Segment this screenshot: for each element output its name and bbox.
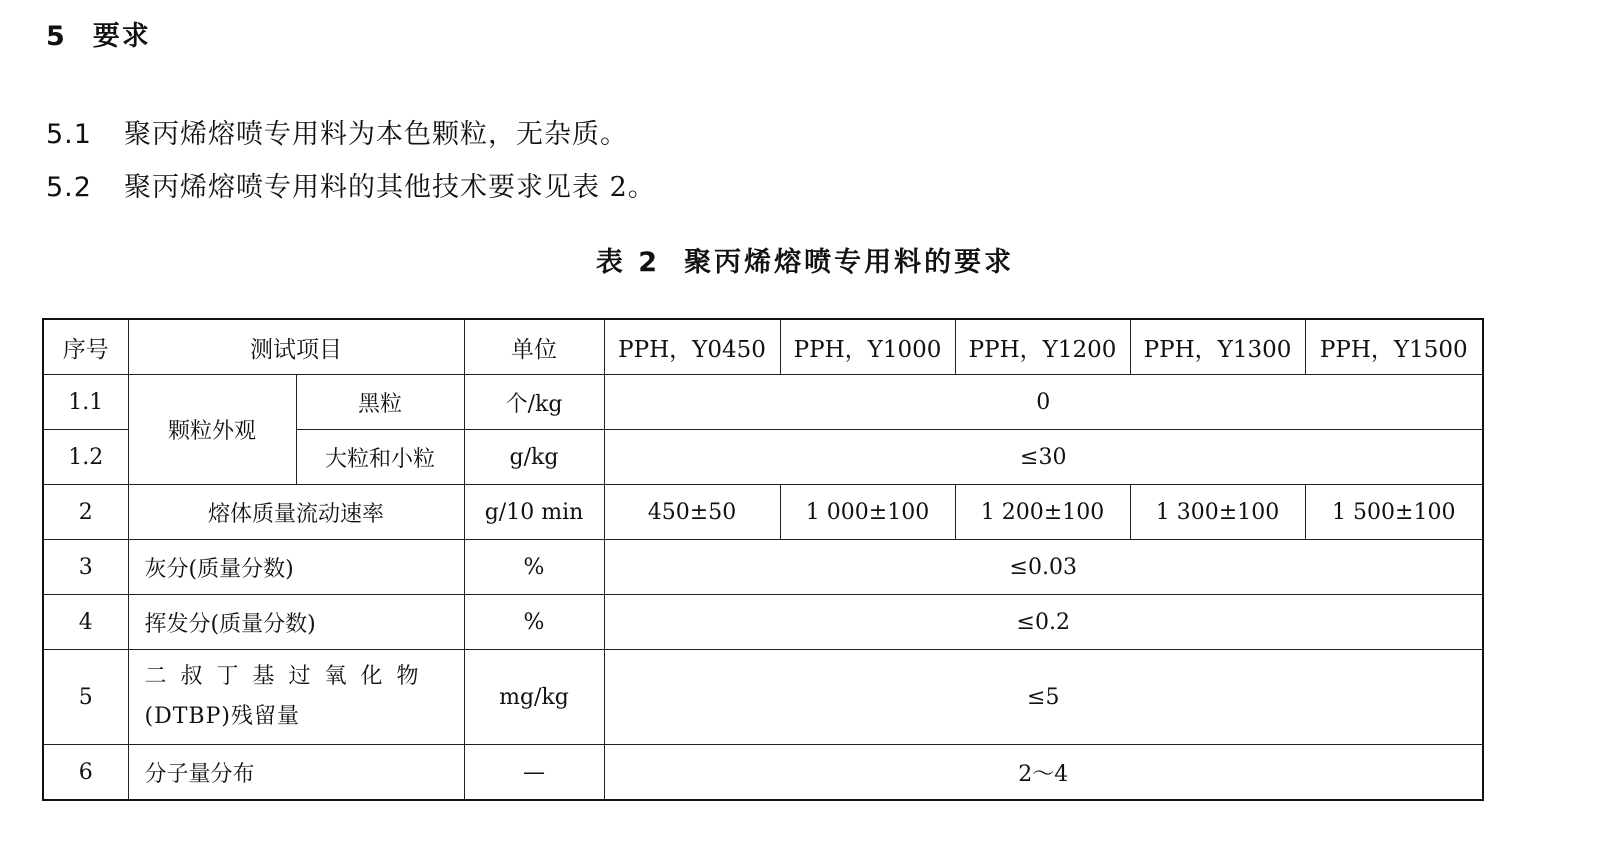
cell-unit: 个/kg (464, 375, 604, 430)
header-unit: 单位 (464, 319, 604, 375)
table-row (43, 485, 1483, 540)
cell-seq: 4 (43, 595, 128, 650)
requirements-table (42, 318, 1484, 801)
header-grade: PPH，Y0450 (604, 319, 780, 375)
table-caption-text: 聚丙烯熔喷专用料的要求 (684, 247, 1015, 278)
cell-unit: % (464, 540, 604, 595)
cell-unit: mg/kg (464, 650, 604, 745)
section-number: 5 (46, 21, 67, 52)
cell-value: 2～4 (604, 745, 1483, 801)
header-seq: 序号 (43, 319, 128, 375)
cell-seq: 1.1 (43, 375, 128, 430)
paragraph-5-1 (46, 112, 628, 151)
header-grade: PPH，Y1500 (1305, 319, 1483, 375)
table-row (43, 595, 1483, 650)
cell-seq: 5 (43, 650, 128, 745)
paragraph-text: 聚丙烯熔喷专用料为本色颗粒，无杂质。 (124, 119, 628, 150)
header-item: 测试项目 (128, 319, 464, 375)
header-grade: PPH，Y1000 (780, 319, 955, 375)
header-grade: PPH，Y1300 (1130, 319, 1305, 375)
table-row (43, 540, 1483, 595)
cell-subitem: 大粒和小粒 (296, 430, 464, 485)
cell-group: 颗粒外观 (128, 375, 296, 485)
cell-item: 熔体质量流动速率 (128, 485, 464, 540)
cell-unit: % (464, 595, 604, 650)
cell-seq: 6 (43, 745, 128, 801)
header-grade: PPH，Y1200 (955, 319, 1130, 375)
cell-value: 1 300±100 (1130, 485, 1305, 540)
cell-item: 分子量分布 (128, 745, 464, 801)
table-caption (0, 240, 1610, 279)
paragraph-number: 5.1 (46, 119, 92, 150)
cell-subitem: 黑粒 (296, 375, 464, 430)
cell-value: 0 (604, 375, 1483, 430)
cell-unit: g/10 min (464, 485, 604, 540)
cell-unit: g/kg (464, 430, 604, 485)
cell-item-line: (DTBP)残留量 (144, 704, 300, 729)
cell-value: 1 200±100 (955, 485, 1130, 540)
cell-value: 450±50 (604, 485, 780, 540)
cell-item: 灰分(质量分数) (128, 540, 464, 595)
table-caption-number: 表 2 (595, 247, 661, 278)
table-row (43, 745, 1483, 801)
cell-value: 1 500±100 (1305, 485, 1483, 540)
cell-seq: 1.2 (43, 430, 128, 485)
cell-value: ≤30 (604, 430, 1483, 485)
cell-value: ≤5 (604, 650, 1483, 745)
cell-item-line: 二叔丁基过氧化物 (144, 664, 433, 689)
table-row (43, 650, 1483, 745)
table-row (43, 375, 1483, 430)
cell-value: ≤0.2 (604, 595, 1483, 650)
cell-value: 1 000±100 (780, 485, 955, 540)
cell-item (128, 650, 464, 745)
section-title: 要求 (92, 21, 151, 52)
cell-value: ≤0.03 (604, 540, 1483, 595)
section-heading (46, 14, 151, 53)
cell-seq: 2 (43, 485, 128, 540)
cell-item: 挥发分(质量分数) (128, 595, 464, 650)
paragraph-number: 5.2 (46, 172, 92, 203)
cell-unit: — (464, 745, 604, 801)
table-header-row (43, 319, 1483, 375)
cell-seq: 3 (43, 540, 128, 595)
paragraph-5-2 (46, 165, 656, 204)
paragraph-text: 聚丙烯熔喷专用料的其他技术要求见表 2。 (124, 172, 656, 203)
